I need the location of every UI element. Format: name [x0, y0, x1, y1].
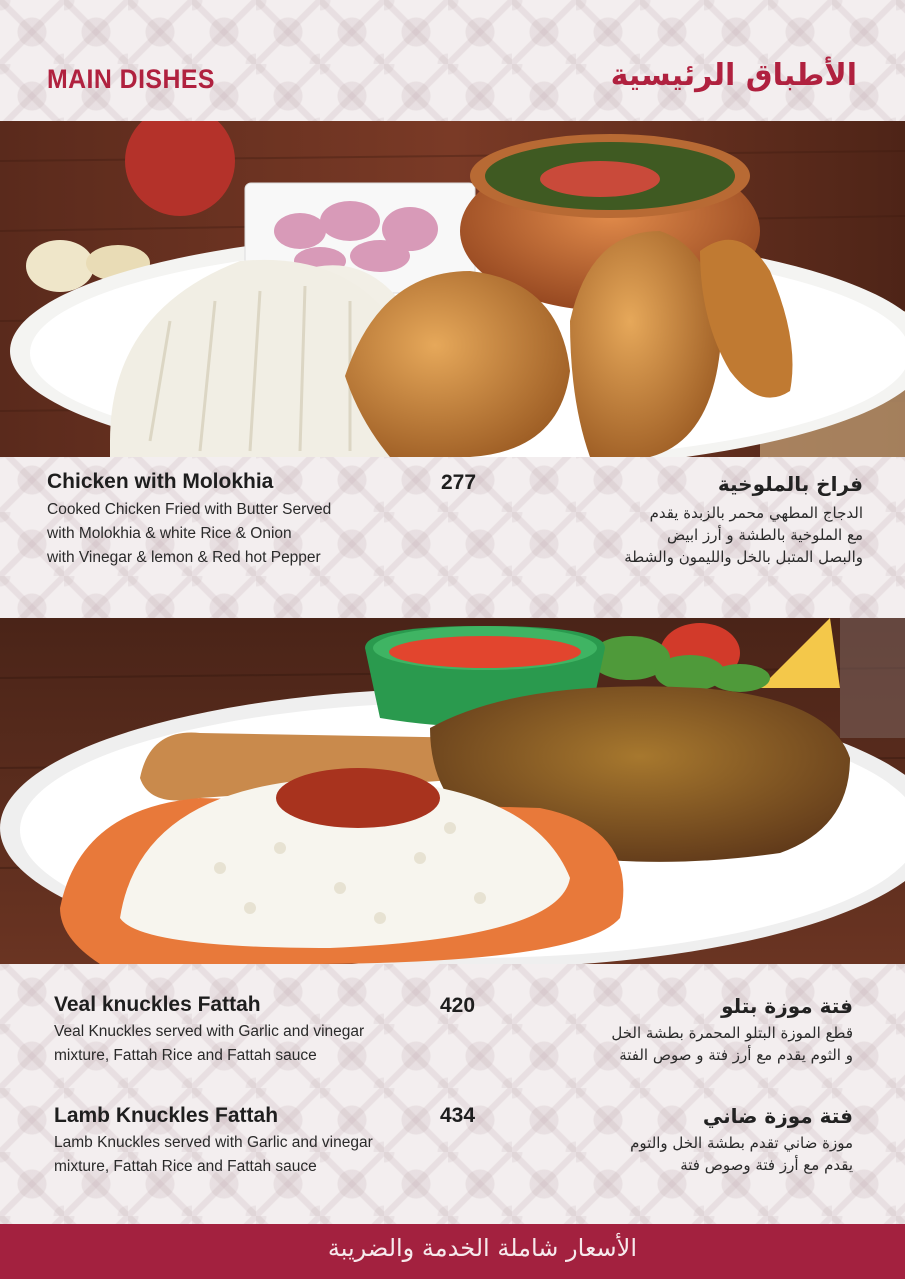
- dish-description-ar: قطع الموزة البتلو المحمرة بطشة الخل و الثوم يقدم مع أرز فتة و صوص الفتة: [611, 1024, 853, 1064]
- chicken-molokhia-photo: [0, 121, 905, 457]
- price-note: الأسعار شاملة الخدمة والضريبة: [327, 1234, 637, 1262]
- dish-name-en: Veal knuckles Fattah: [54, 993, 261, 1016]
- dish-name-ar: فتة موزة بتلو: [721, 994, 853, 1018]
- dish-name-en: Chicken with Molokhia: [47, 470, 274, 493]
- page-title-en: MAIN DISHES: [47, 64, 215, 94]
- page-title-ar: الأطباق الرئيسية: [610, 58, 857, 93]
- dish-name-en: Lamb Knuckles Fattah: [54, 1104, 279, 1127]
- footer-bar: [0, 1224, 905, 1279]
- dish-description-en: Veal Knuckles served with Garlic and vinegar mixture, Fattah Rice and Fattah sauce: [54, 1023, 365, 1064]
- dish-price: 420: [440, 994, 476, 1017]
- dish-description-en: Cooked Chicken Fried with Butter Served with Molokhia & white Rice & Onion with Vinegar & lemon & Red hot Pepper: [47, 501, 332, 566]
- dish-description-ar: موزة ضاني تقدم بطشة الخل والتوم يقدم مع أرز فتة وصوص فتة: [630, 1134, 853, 1174]
- dish-description-ar: الدجاج المطهي محمر بالزبدة يقدم مع الملوخية بالطشة و أرز ابيض والبصل المتبل بالخل والليمون والشطة: [624, 504, 863, 566]
- dish-name-ar: فراخ بالملوخية: [717, 472, 863, 496]
- dish-name-ar: فتة موزة ضاني: [702, 1104, 853, 1128]
- dish-description-en: Lamb Knuckles served with Garlic and vinegar mixture, Fattah Rice and Fattah sauce: [54, 1134, 373, 1175]
- veal-fattah-photo: [0, 618, 905, 964]
- dish-price: 277: [441, 471, 477, 494]
- dish-price: 434: [440, 1104, 476, 1127]
